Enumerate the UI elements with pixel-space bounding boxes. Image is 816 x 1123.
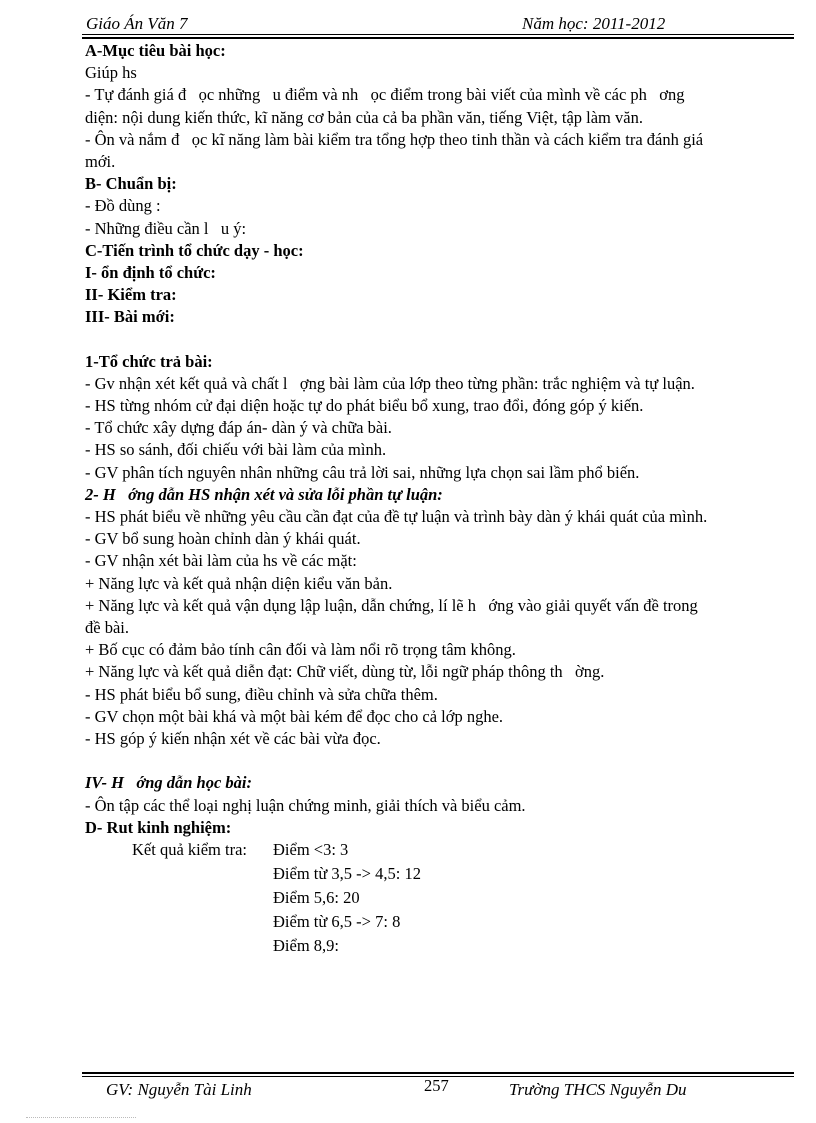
result-item: Điểm 5,6: 20 [273,887,360,907]
section-b-line: - Đồ dùng : [85,196,161,216]
part1-line: - HS từng nhóm cử đại diện hoặc tự do phát biểu bổ xung, trao đổi, đóng góp ý kiến. [85,396,644,416]
section-c-title: C-Tiến trình tổ chức dạy - học: [85,240,304,260]
part2-line: - HS phát biểu về những yêu cầu cần đạt của đề tự luận và trình bày dàn ý khái quát của mình. [85,507,708,527]
spacer [85,750,797,772]
result-item: Điểm từ 3,5 -> 4,5: 12 [273,863,421,883]
part1-line: - GV phân tích nguyên nhân những câu trả lời sai, những lựa chọn sai lầm phổ biến. [85,462,640,482]
part2-title: 2- H ớng dẫn HS nhận xét và sửa lỗi phần tự luận: [85,484,443,504]
part2-line: - GV chọn một bài khá và một bài kém để đọc cho cả lớp nghe. [85,706,504,726]
section-d-title: D- Rut kinh nghiệm: [85,817,232,837]
part4-line: - Ôn tập các thể loại nghị luận chứng minh, giải thích và biểu cảm. [85,795,526,815]
part2-line: - GV bổ sung hoàn chỉnh dàn ý khái quát. [85,529,361,549]
section-c-item: III- Bài mới: [85,307,175,327]
part2-line: + Năng lực và kết quả nhận diện kiểu văn bản. [85,573,393,593]
header-rule [82,34,794,35]
part1-line: - Gv nhận xét kết quả và chất l ợng bài làm của lớp theo từng phần: trắc nghiệm và tự luận. [85,373,695,393]
section-a-line: diện: nội dung kiến thức, kĩ năng cơ bản của cả ba phần văn, tiếng Việt, tập làm văn. [85,107,643,127]
footer-rule-thick [82,1072,794,1074]
section-a-line: Giúp hs [85,63,137,83]
results-label: Kết quả kiểm tra: [132,839,248,859]
header-subject: Giáo Án Văn 7 [86,14,188,33]
footer-school: Trường THCS Nguyễn Du [509,1080,687,1099]
header-rule-thick [82,37,794,39]
lesson-content [85,40,797,959]
result-item: Điểm 8,9: [273,935,339,955]
result-item: Điểm từ 6,5 -> 7: 8 [273,911,401,931]
section-a-line: mới. [85,152,116,172]
part4-title: IV- H ớng dẫn học bài: [85,773,253,793]
part2-line: + Bố cục có đảm bảo tính cân đối và làm nổi rõ trọng tâm không. [85,640,516,660]
scan-artifact [26,1117,136,1118]
part2-line: đề bài. [85,618,129,638]
section-c-item: I- ổn định tổ chức: [85,263,216,283]
part2-line: - HS phát biểu bổ sung, điều chỉnh và sửa chữa thêm. [85,684,438,704]
result-item: Điểm <3: 3 [273,839,349,859]
page-number: 257 [424,1076,449,1095]
section-b-title: B- Chuẩn bị: [85,174,177,194]
part1-title: 1-Tổ chức trả bài: [85,351,213,371]
part2-line: + Năng lực và kết quả diễn đạt: Chữ viết, dùng từ, lỗi ngữ pháp thông th ờng. [85,662,605,682]
part1-line: - Tổ chức xây dựng đáp án- dàn ý và chữa bài. [85,418,392,438]
section-c-item: II- Kiểm tra: [85,285,177,305]
header-school-year: Năm học: 2011-2012 [522,14,666,33]
section-a-line: - Tự đánh giá đ ọc những u điểm và nh ọc điểm trong bài viết của mình về các ph ơng [85,85,685,105]
part2-line: - GV nhận xét bài làm của hs về các mặt: [85,551,357,571]
spacer [85,329,797,351]
footer-teacher: GV: Nguyễn Tài Linh [106,1080,252,1099]
section-a-line: - Ôn và nắm đ ọc kĩ năng làm bài kiểm tra tổng hợp theo tinh thần và cách kiểm tra đánh giá [85,129,704,149]
part1-line: - HS so sánh, đối chiếu với bài làm của mình. [85,440,387,460]
results-block [85,839,797,959]
part2-line: - HS góp ý kiến nhận xét về các bài vừa đọc. [85,729,381,749]
part2-line: + Năng lực và kết quả vận dụng lập luận, dẫn chứng, lí lẽ h ớng vào giải quyết vấn đề trong [85,595,698,615]
section-b-line: - Những điều cần l u ý: [85,218,247,238]
section-a-title: A-Mục tiêu bài học: [85,41,226,60]
